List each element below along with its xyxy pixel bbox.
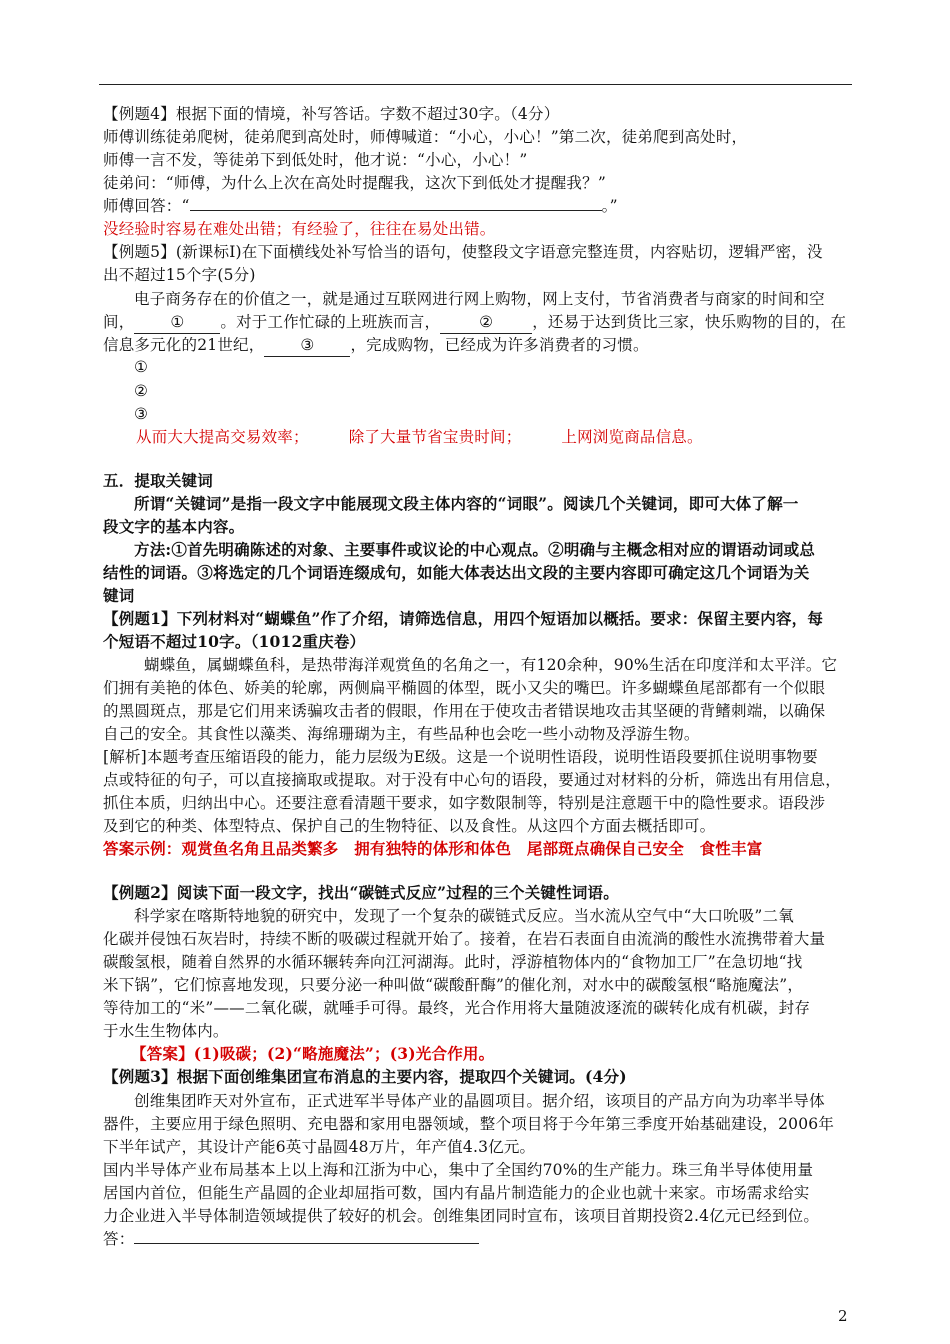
ex5-text: 电子商务存在的价值之一，就是通过互联网进行网上购物，网上支付，节省消费者与商家的时间和空 — [134, 290, 825, 308]
k3-answer-label: 答： — [103, 1230, 135, 1248]
k1-analysis: [解析]本题考查压缩语段的能力，能力层级为E级。这是一个说明性语段，说明性语段要抓住说明事物要 — [103, 748, 818, 766]
k1-answer: 答案示例：观赏鱼名角且品类繁多 拥有独特的体形和体色 尾部斑点确保自己安全 食性丰富 — [103, 839, 763, 858]
k1-analysis: 抓住本质，归纳出中心。还要注意看清题干要求，如字数限制等，特别是注意题干中的隐性要求。语段涉 — [103, 794, 826, 812]
blank-1[interactable]: ① — [134, 311, 220, 334]
k3-text: 下半年试产，其设计产能6英寸晶圆48万片，年产值4.3亿元。 — [103, 1138, 536, 1156]
k1-text: 自己的安全。其食性以藻类、海绵珊瑚为主，有些品种也会吃一些小动物及浮游生物。 — [103, 725, 700, 743]
ex5-text: 。对于工作忙碌的上班族而言， — [220, 313, 441, 331]
section-method: 键词 — [103, 586, 135, 605]
ex5-text: ，还易于达到货比三家，快乐购物的目的，在 — [532, 313, 847, 331]
ex5-answers — [136, 426, 703, 448]
answer-number: ① — [134, 358, 149, 376]
k1-analysis: 点或特征的句子，可以直接摘取或提取。对于没有中心句的语段，要通过对材料的分析，筛选出有用信息， — [103, 771, 841, 789]
ex4-answer: 没经验时容易在难处出错；有经验了，往往在易处出错。 — [103, 220, 496, 238]
answer-number: ② — [134, 382, 149, 400]
ex5-answer-1: 从而大大提高交易效率； — [136, 428, 309, 446]
k2-text: 科学家在喀斯特地貌的研究中，发现了一个复杂的碳链式反应。当水流从空气中“大口吮吸”二氧 — [134, 907, 794, 925]
k2-answer: 【答案】(1)吸碳；(2)“略施魔法”；(3)光合作用。 — [131, 1044, 495, 1063]
section-method: 结性的词语。③将选定的几个词语连缀成句，如能大体表达出文段的主要内容即可确定这几个词语为关 — [103, 563, 810, 582]
section-heading: 五．提取关键词 — [103, 471, 213, 490]
k3-text: 居国内首位，但能生产晶圆的企业却屈指可数，国内有晶片制造能力的企业也就十来家。市场需求给实 — [103, 1184, 810, 1202]
ex5-text-with-blanks — [103, 334, 649, 357]
k2-text: 等待加工的“米”——二氧化碳，就唾手可得。最终，光合作用将大量随波逐流的碳转化成有机碳，封存 — [103, 999, 811, 1017]
section-method: 方法:①首先明确陈述的对象、主要事件或议论的中心观点。②明确与主概念相对应的谓语动词或总 — [134, 540, 816, 559]
k3-text: 国内半导体产业布局基本上以上海和江浙为中心，集中了全国约70%的生产能力。珠三角半导体使用量 — [103, 1161, 814, 1179]
k3-text: 器件，主要应用于绿色照明、充电器和家用电器领域，整个项目将于今年第三季度开始基础建设，2006年 — [103, 1115, 835, 1133]
k2-text: 于水生生物体内。 — [103, 1022, 229, 1040]
k2-text: 化碳并侵蚀石灰岩时，持续不断的吸碳过程就开始了。接着，在岩石表面自由流淌的酸性水流携带着大量 — [103, 930, 826, 948]
k3-text: 力企业进入半导体制造领域提供了较好的机会。创维集团同时宣布，该项目首期投资2.4亿元已经到位。 — [103, 1207, 820, 1225]
k1-analysis: 及到它的种类、体型特点、保护自己的生物特征、以及食性。从这四个方面去概括即可。 — [103, 817, 716, 835]
blank-2[interactable]: ② — [440, 311, 532, 334]
ex4-title: 【例题4】根据下面的情境，补写答话。字数不超过30字。（4分） — [103, 105, 560, 123]
ex5-text: 间， — [103, 313, 135, 331]
ex5-answer-2: 除了大量节省宝贵时间； — [348, 428, 522, 446]
k2-text: 碳酸氢根，随着自然界的水循环辗转奔向江河湖海。此时，浮游植物体内的“食物加工厂”在急切地“找 — [103, 953, 803, 971]
k2-title: 【例题2】阅读下面一段文字，找出“碳链式反应”过程的三个关键性词语。 — [103, 883, 619, 902]
ex4-text: 师傅训练徒弟爬树，徒弟爬到高处时，师傅喊道：“小心，小心！”第二次，徒弟爬到高处时， — [103, 128, 748, 146]
ex4-text: 师傅一言不发，等徒弟下到低处时，他才说：“小心，小心！” — [103, 151, 528, 169]
header-rule — [99, 84, 852, 85]
ex5-title: 【例题5】(新课标I)在下面横线处补写恰当的语句，使整段文字语意完整连贯，内容贴切，逻辑严密，没 — [103, 243, 823, 261]
ex4-prefix: 师傅回答：“ — [103, 197, 190, 215]
answer-number: ③ — [134, 405, 149, 423]
k1-title: 个短语不超过10字。（1012重庆卷） — [103, 632, 366, 651]
ex5-answer-3: 上网浏览商品信息。 — [561, 428, 703, 446]
page-number: 2 — [838, 1307, 848, 1325]
k2-text: 米下锅”，它们惊喜地发现，只要分泌一种叫做“碳酸酐酶”的催化剂，对水中的碳酸氢根“略施魔法”， — [103, 976, 804, 994]
k1-text: 们拥有美艳的体色、娇美的轮廓，两侧扁平椭圆的体型，既小又尖的嘴巴。许多蝴蝶鱼尾部都有一个似眼 — [103, 679, 826, 697]
answer-blank[interactable] — [134, 1229, 479, 1244]
answer-blank[interactable] — [190, 196, 602, 211]
k1-text: 的黑圆斑点，那是它们用来诱骗攻击者的假眼，作用在于使攻击者错误地攻击其坚硬的背鳍刺端，以确保 — [103, 702, 826, 720]
ex4-text: 徒弟问：“师傅，为什么上次在高处时提醒我，这次下到低处才提醒我？” — [103, 174, 606, 192]
ex4-answer-line — [103, 195, 618, 217]
ex5-text: 信息多元化的21世纪， — [103, 336, 265, 354]
section-intro: 所谓“关键词”是指一段文字中能展现文段主体内容的“词眼”。阅读几个关键词，即可大体了解一 — [134, 494, 799, 513]
k3-text: 创维集团昨天对外宣布，正式进军半导体产业的晶圆项目。据介绍，该项目的产品方向为功率半导体 — [134, 1092, 825, 1110]
k1-text: 蝴蝶鱼，属蝴蝶鱼科，是热带海洋观赏鱼的名角之一，有120余种，90%生活在印度洋和太平洋。它 — [144, 656, 838, 674]
k1-title: 【例题1】下列材料对“蝴蝶鱼”作了介绍，请筛选信息，用四个短语加以概括。要求：保留主要内容，每 — [103, 609, 824, 628]
section-intro: 段文字的基本内容。 — [103, 517, 245, 536]
blank-3[interactable]: ③ — [264, 334, 350, 357]
k3-title: 【例题3】根据下面创维集团宣布消息的主要内容，提取四个关键词。(4分) — [103, 1067, 627, 1086]
ex5-title: 出不超过15个字(5分) — [103, 266, 256, 284]
ex4-suffix: 。” — [601, 197, 618, 215]
ex5-text-with-blanks — [103, 311, 846, 334]
ex5-text: ，完成购物，已经成为许多消费者的习惯。 — [350, 336, 649, 354]
k3-answer-line — [103, 1228, 479, 1250]
